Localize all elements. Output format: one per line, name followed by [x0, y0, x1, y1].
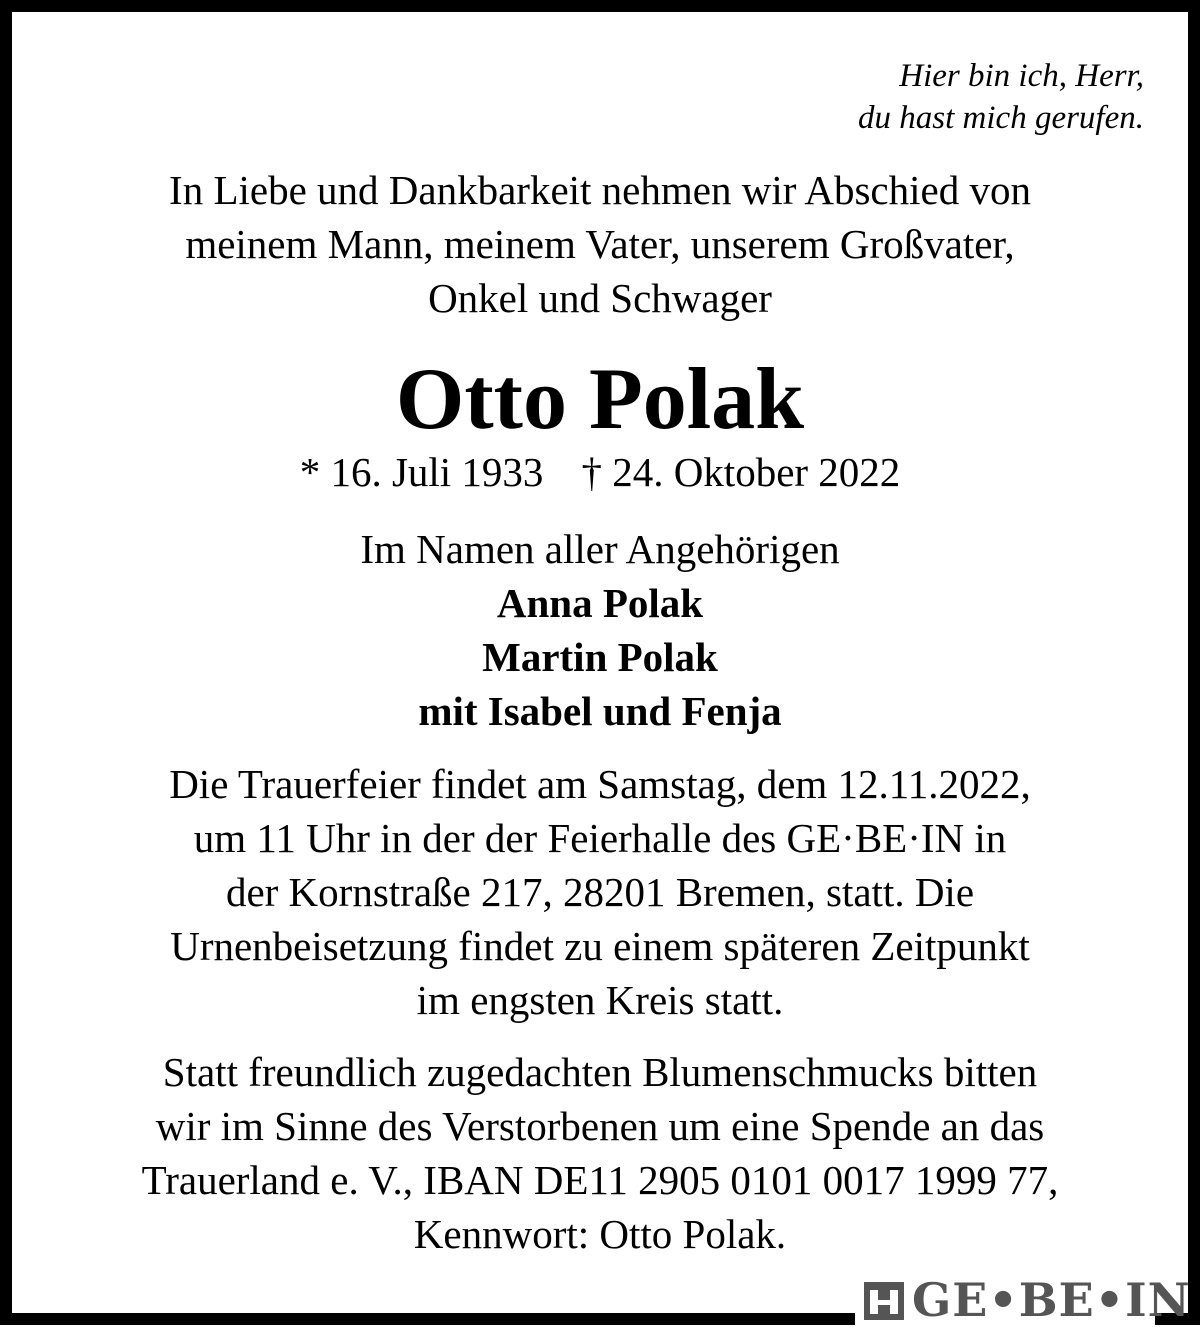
gebein-logo: [862, 1275, 1191, 1325]
donation-line: Statt freundlich zugedachten Blumenschmucks bitten: [162, 1049, 1038, 1095]
donation-info: [0, 1045, 1200, 1261]
logo-text: GE•BE•IN: [912, 1273, 1191, 1327]
motto-line: du hast mich gerufen.: [858, 100, 1144, 136]
motto-quote: [858, 55, 1144, 139]
birth-date: * 16. Juli 1933: [299, 449, 544, 495]
intro-line: Onkel und Schwager: [428, 275, 772, 321]
ceremony-info: [0, 757, 1200, 1027]
family-member: Martin Polak: [482, 634, 718, 680]
family-signature: [0, 522, 1200, 738]
deceased-name: Otto Polak: [395, 351, 805, 448]
donation-line: Trauerland e. V., IBAN DE11 2905 0101 0017 1999 77,: [141, 1157, 1059, 1203]
ceremony-line: Urnenbeisetzung findet zu einem späteren Zeitpunkt: [170, 923, 1030, 969]
motto-line: Hier bin ich, Herr,: [899, 58, 1144, 94]
intro-line: meinem Mann, meinem Vater, unserem Großvater,: [185, 221, 1015, 267]
intro-line: In Liebe und Dankbarkeit nehmen wir Abschied von: [169, 167, 1031, 213]
ceremony-line: der Kornstraße 217, 28201 Bremen, statt. Die: [225, 869, 975, 915]
donation-line: Kennwort: Otto Polak.: [413, 1211, 787, 1257]
family-member: Anna Polak: [496, 580, 704, 626]
family-member: mit Isabel und Fenja: [418, 688, 782, 734]
intro-text: [0, 163, 1200, 325]
death-date: † 24. Oktober 2022: [581, 449, 901, 495]
life-dates: [0, 445, 1200, 499]
ceremony-line: Die Trauerfeier findet am Samstag, dem 12.11.2022,: [169, 761, 1031, 807]
ceremony-line: um 11 Uhr in der der Feierhalle des GE·BE·IN in: [193, 815, 1007, 861]
gebein-logo-icon: [862, 1278, 906, 1322]
donation-line: wir im Sinne des Verstorbenen um eine Spende an das: [155, 1103, 1045, 1149]
ceremony-line: im engsten Kreis statt.: [416, 977, 784, 1023]
family-heading: Im Namen aller Angehörigen: [360, 526, 840, 572]
